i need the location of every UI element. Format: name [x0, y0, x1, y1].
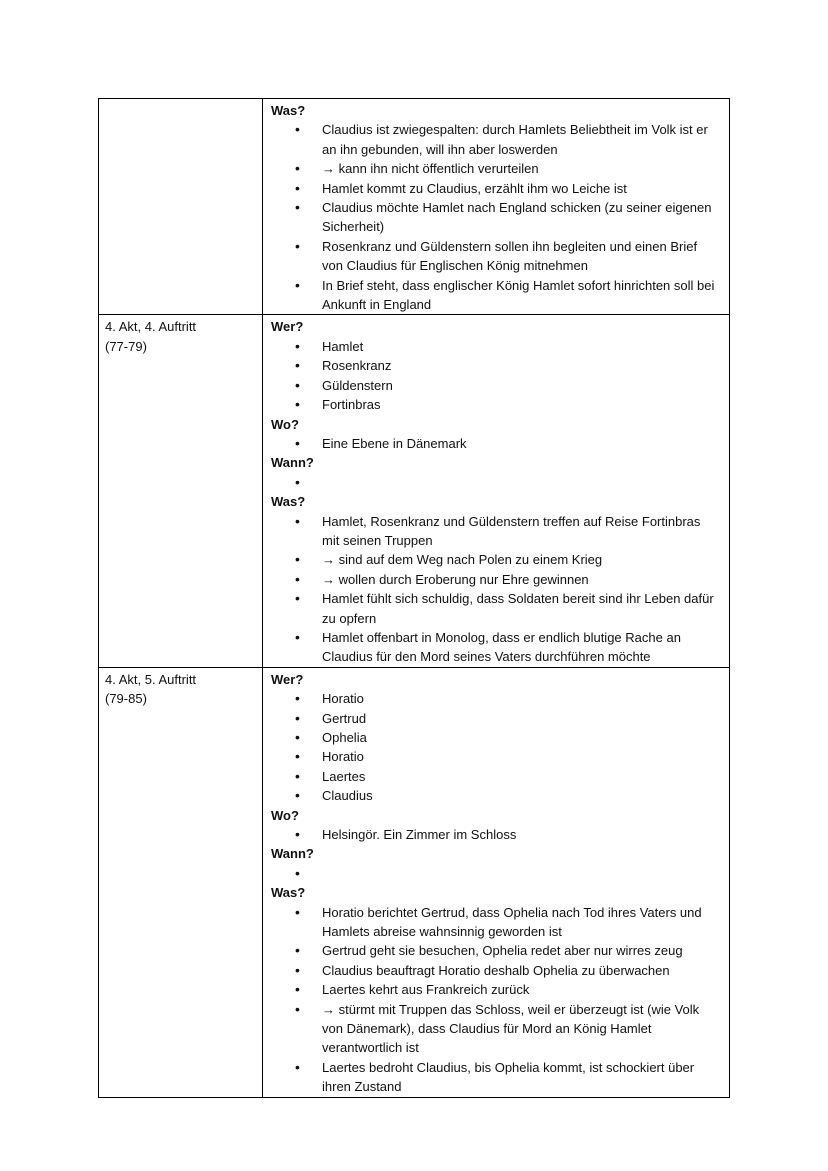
list-item: • → stürmt mit Truppen das Schloss, weil er überzeugt ist (wie Volk von Dänemark), dass Claudius für Mord an König Hamlet verantwortlich ist — [322, 1000, 721, 1058]
section-heading: Wann? — [271, 455, 314, 471]
scene-label-cell — [99, 99, 263, 315]
list-item — [322, 473, 721, 492]
list-item: • Hamlet offenbart in Monolog, dass er endlich blutige Rache an Claudius für den Mord seines Vaters durchführen möchte — [322, 628, 721, 667]
section-bullet-list — [271, 473, 721, 492]
list-item: • Laertes kehrt aus Frankreich zurück — [322, 980, 721, 999]
list-item: • Claudius möchte Hamlet nach England schicken (zu seiner eigenen Sicherheit) — [322, 198, 721, 237]
scene-row — [99, 667, 730, 1097]
scene-act: 4. Akt, 4. Auftritt — [105, 319, 197, 335]
section-heading: Was? — [271, 103, 306, 118]
list-item: • → wollen durch Eroberung nur Ehre gewinnen — [322, 570, 721, 589]
list-item: • Hamlet kommt zu Claudius, erzählt ihm wo Leiche ist — [322, 179, 721, 198]
list-item: • → sind auf dem Weg nach Polen zu einem Krieg — [322, 550, 721, 569]
list-item: • Claudius beauftragt Horatio deshalb Ophelia zu überwachen — [322, 961, 721, 980]
section-heading: Wo? — [271, 807, 299, 823]
section-heading: Wann? — [271, 846, 314, 862]
list-item: • Gertrud — [322, 709, 721, 728]
section-heading: Wo? — [271, 416, 299, 432]
list-item: • Hamlet, Rosenkranz und Güldenstern treffen auf Reise Fortinbras mit seinen Truppen — [322, 512, 721, 551]
list-item: • Güldenstern — [322, 376, 721, 395]
scene-content-cell — [263, 667, 730, 1097]
scene-row — [99, 315, 730, 667]
scene-table-body — [99, 99, 730, 1098]
scene-content-cell — [263, 315, 730, 667]
list-item: • Horatio berichtet Gertrud, dass Ophelia nach Tod ihres Vaters und Hamlets abreise wahnsinnig geworden ist — [322, 903, 721, 942]
section-heading: Was? — [271, 885, 306, 901]
list-item: • Hamlet fühlt sich schuldig, dass Soldaten bereit sind ihr Leben dafür zu opfern — [322, 589, 721, 628]
list-item: • → kann ihn nicht öffentlich verurteilen — [322, 159, 721, 178]
section-bullet-list — [271, 120, 721, 314]
list-item: • Claudius — [322, 786, 721, 805]
section-bullet-list — [271, 434, 721, 453]
section-heading: Wer? — [271, 671, 304, 687]
list-item: • Laertes bedroht Claudius, bis Ophelia kommt, ist schockiert über ihren Zustand — [322, 1058, 721, 1097]
list-item: • Eine Ebene in Dänemark — [322, 434, 721, 453]
scene-table — [98, 98, 730, 1098]
scene-page-range: (77-79) — [105, 338, 147, 354]
section-heading: Wer? — [271, 319, 304, 335]
list-item: • Ophelia — [322, 728, 721, 747]
list-item: • Gertrud geht sie besuchen, Ophelia redet aber nur wirres zeug — [322, 941, 721, 960]
scene-label-cell — [99, 667, 263, 1097]
list-item: • Hamlet — [322, 337, 721, 356]
section-bullet-list — [271, 337, 721, 415]
list-item: • Fortinbras — [322, 395, 721, 414]
scene-label-cell — [99, 315, 263, 667]
scene-act: 4. Akt, 5. Auftritt — [105, 671, 197, 687]
section-bullet-list — [271, 825, 721, 844]
section-heading: Was? — [271, 494, 306, 510]
list-item: • Rosenkranz und Güldenstern sollen ihn begleiten und einen Brief von Claudius für Englischen König mitnehmen — [322, 237, 721, 276]
list-item: • Horatio — [322, 689, 721, 708]
list-item: • Laertes — [322, 767, 721, 786]
section-bullet-list — [271, 903, 721, 1097]
scene-content-cell — [263, 99, 730, 315]
scene-row — [99, 99, 730, 315]
section-bullet-list — [271, 689, 721, 805]
list-item: • Claudius ist zwiegespalten: durch Hamlets Beliebtheit im Volk ist er an ihn gebunden, will ihn aber loswerden — [322, 120, 721, 159]
list-item: • In Brief steht, dass englischer König Hamlet sofort hinrichten soll bei Ankunft in England — [322, 276, 721, 315]
list-item: • Rosenkranz — [322, 356, 721, 375]
list-item: • Horatio — [322, 747, 721, 766]
scene-page-range: (79-85) — [105, 691, 147, 707]
list-item — [322, 864, 721, 883]
list-item: • Helsingör. Ein Zimmer im Schloss — [322, 825, 721, 844]
section-bullet-list — [271, 512, 721, 667]
section-bullet-list — [271, 864, 721, 883]
